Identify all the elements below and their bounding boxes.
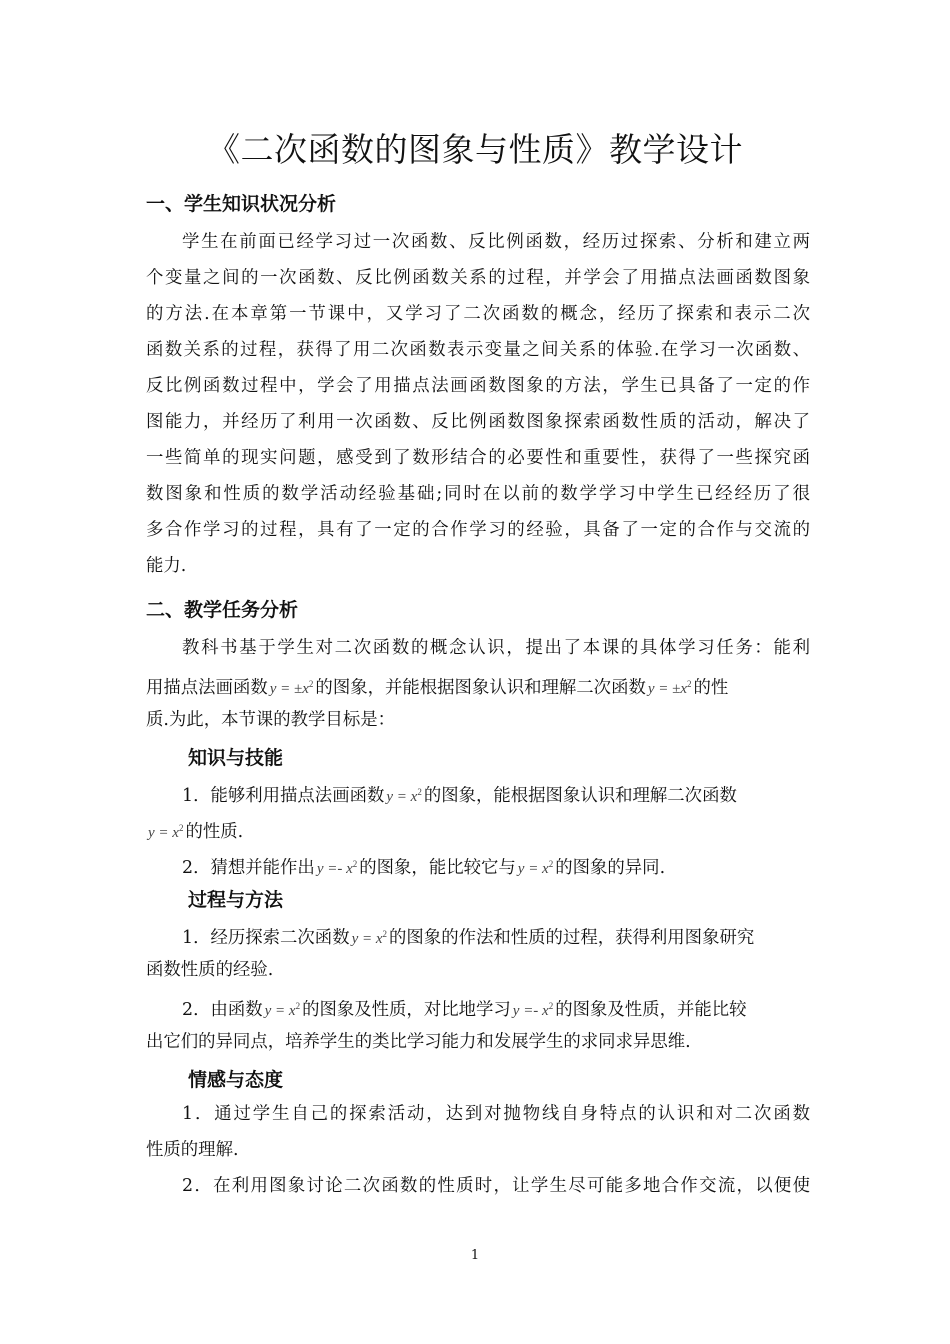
text-run: 2．猜想并能作出 — [182, 858, 315, 878]
subheading-emotion-attitude: 情感与态度 — [188, 1069, 284, 1091]
paragraph-line: 数图象和性质的数学活动经验基础;同时在以前的数学学习中学生已经经历了很 — [146, 484, 810, 504]
paragraph-line: 的方法.在本章第一节课中，又学习了二次函数的概念，经历了探索和表示二次 — [146, 304, 810, 324]
math-formula — [384, 789, 423, 805]
section-heading-task-analysis: 二、教学任务分析 — [146, 599, 299, 621]
text-run: 的图象的异同. — [555, 858, 666, 878]
paragraph-line: 能力. — [146, 556, 187, 576]
paragraph-line: 个变量之间的一次函数、反比例函数关系的过程，并学会了用描点法画函数图象 — [146, 268, 810, 288]
math-text: y = x — [351, 931, 383, 947]
math-text: y = x — [148, 825, 179, 841]
paragraph-line: 图能力，并经历了利用一次函数、反比例函数图象探索函数性质的活动，解决了 — [146, 412, 810, 432]
text-run: 的图象，能比较它与 — [359, 858, 516, 878]
paragraph-line: 反比例函数过程中，学会了用描点法画函数图象的方法，学生已具备了一定的作 — [146, 376, 810, 396]
subheading-knowledge-skills: 知识与技能 — [188, 747, 284, 769]
paragraph-line: 2．在利用图象讨论二次函数的性质时，让学生尽可能多地合作交流，以便使 — [182, 1176, 810, 1196]
math-exponent: 2 — [687, 679, 692, 689]
subheading-process-methods: 过程与方法 — [188, 889, 284, 911]
math-exponent: 2 — [308, 679, 314, 689]
page-number: 1 — [470, 1248, 480, 1263]
paragraph-line — [146, 672, 810, 701]
text-run: 的图象及性质，对比地学习 — [302, 1000, 511, 1020]
math-exponent: 2 — [382, 929, 388, 939]
paragraph-line — [182, 780, 810, 809]
math-exponent: 2 — [417, 787, 422, 797]
paragraph-line: 函数性质的经验. — [146, 960, 274, 980]
math-exponent: 2 — [548, 1001, 554, 1011]
math-exponent: 2 — [295, 1001, 301, 1011]
paragraph-line: 函数关系的过程，获得了用二次函数表示变量之间关系的体验.在学习一次函数、 — [146, 340, 810, 360]
text-run: 的图象，能根据图象认识和理解二次函数 — [423, 786, 737, 806]
text-run: 的图象及性质，并能比较 — [555, 1000, 747, 1020]
math-text: y = x — [264, 1003, 296, 1019]
text-run: 的图象的作法和性质的过程，获得利用图象研究 — [389, 928, 755, 948]
math-formula — [350, 931, 389, 947]
text-run: 2．由函数 — [182, 1000, 263, 1020]
text-run: 用描点法画函数 — [146, 678, 268, 698]
math-formula — [263, 1003, 302, 1019]
math-formula — [146, 825, 185, 841]
text-run: 的性质. — [185, 822, 244, 842]
paragraph-line: 1．通过学生自己的探索活动，达到对抛物线自身特点的认识和对二次函数 — [182, 1104, 810, 1124]
math-formula — [516, 861, 555, 877]
paragraph-line: 出它们的异同点，培养学生的类比学习能力和发展学生的求同求异思维. — [146, 1032, 691, 1052]
math-exponent: 2 — [352, 859, 358, 869]
math-text: y = ±x — [647, 681, 688, 697]
section-heading-student-analysis: 一、学生知识状况分析 — [146, 193, 337, 215]
math-text: y =- x — [316, 861, 353, 877]
math-formula — [268, 681, 316, 697]
text-run: 的性 — [693, 678, 729, 698]
math-formula — [511, 1003, 555, 1019]
text-run: 1．经历探索二次函数 — [182, 928, 350, 948]
text-run: 的图象，并能根据图象认识和理解二次函数 — [315, 678, 646, 698]
math-text: y = x — [386, 789, 418, 805]
math-text: y =- x — [512, 1003, 549, 1019]
math-exponent: 2 — [178, 823, 184, 833]
paragraph-line: 学生在前面已经学习过一次函数、反比例函数，经历过探索、分析和建立两 — [182, 232, 810, 252]
paragraph-line: 性质的理解. — [146, 1140, 239, 1160]
math-formula — [646, 681, 694, 697]
paragraph-line — [182, 922, 810, 951]
paragraph-line: 一些简单的现实问题，感受到了数形结合的必要性和重要性，获得了一些探究函 — [146, 448, 810, 468]
math-exponent: 2 — [548, 859, 554, 869]
math-formula — [315, 861, 359, 877]
paragraph-line: 质.为此，本节课的教学目标是： — [146, 710, 395, 730]
paragraph-line — [182, 994, 810, 1023]
paragraph-line: 多合作学习的过程，具有了一定的合作学习的经验，具备了一定的合作与交流的 — [146, 520, 810, 540]
math-text: y = ±x — [269, 681, 309, 697]
paragraph-line: 教科书基于学生对二次函数的概念认识，提出了本课的具体学习任务：能利 — [182, 638, 810, 658]
text-run: 1．能够利用描点法画函数 — [182, 786, 385, 806]
paragraph-line — [146, 816, 810, 845]
math-text: y = x — [517, 861, 549, 877]
paragraph-line — [182, 852, 810, 881]
document-title: 《二次函数的图象与性质》教学设计 — [207, 130, 743, 169]
